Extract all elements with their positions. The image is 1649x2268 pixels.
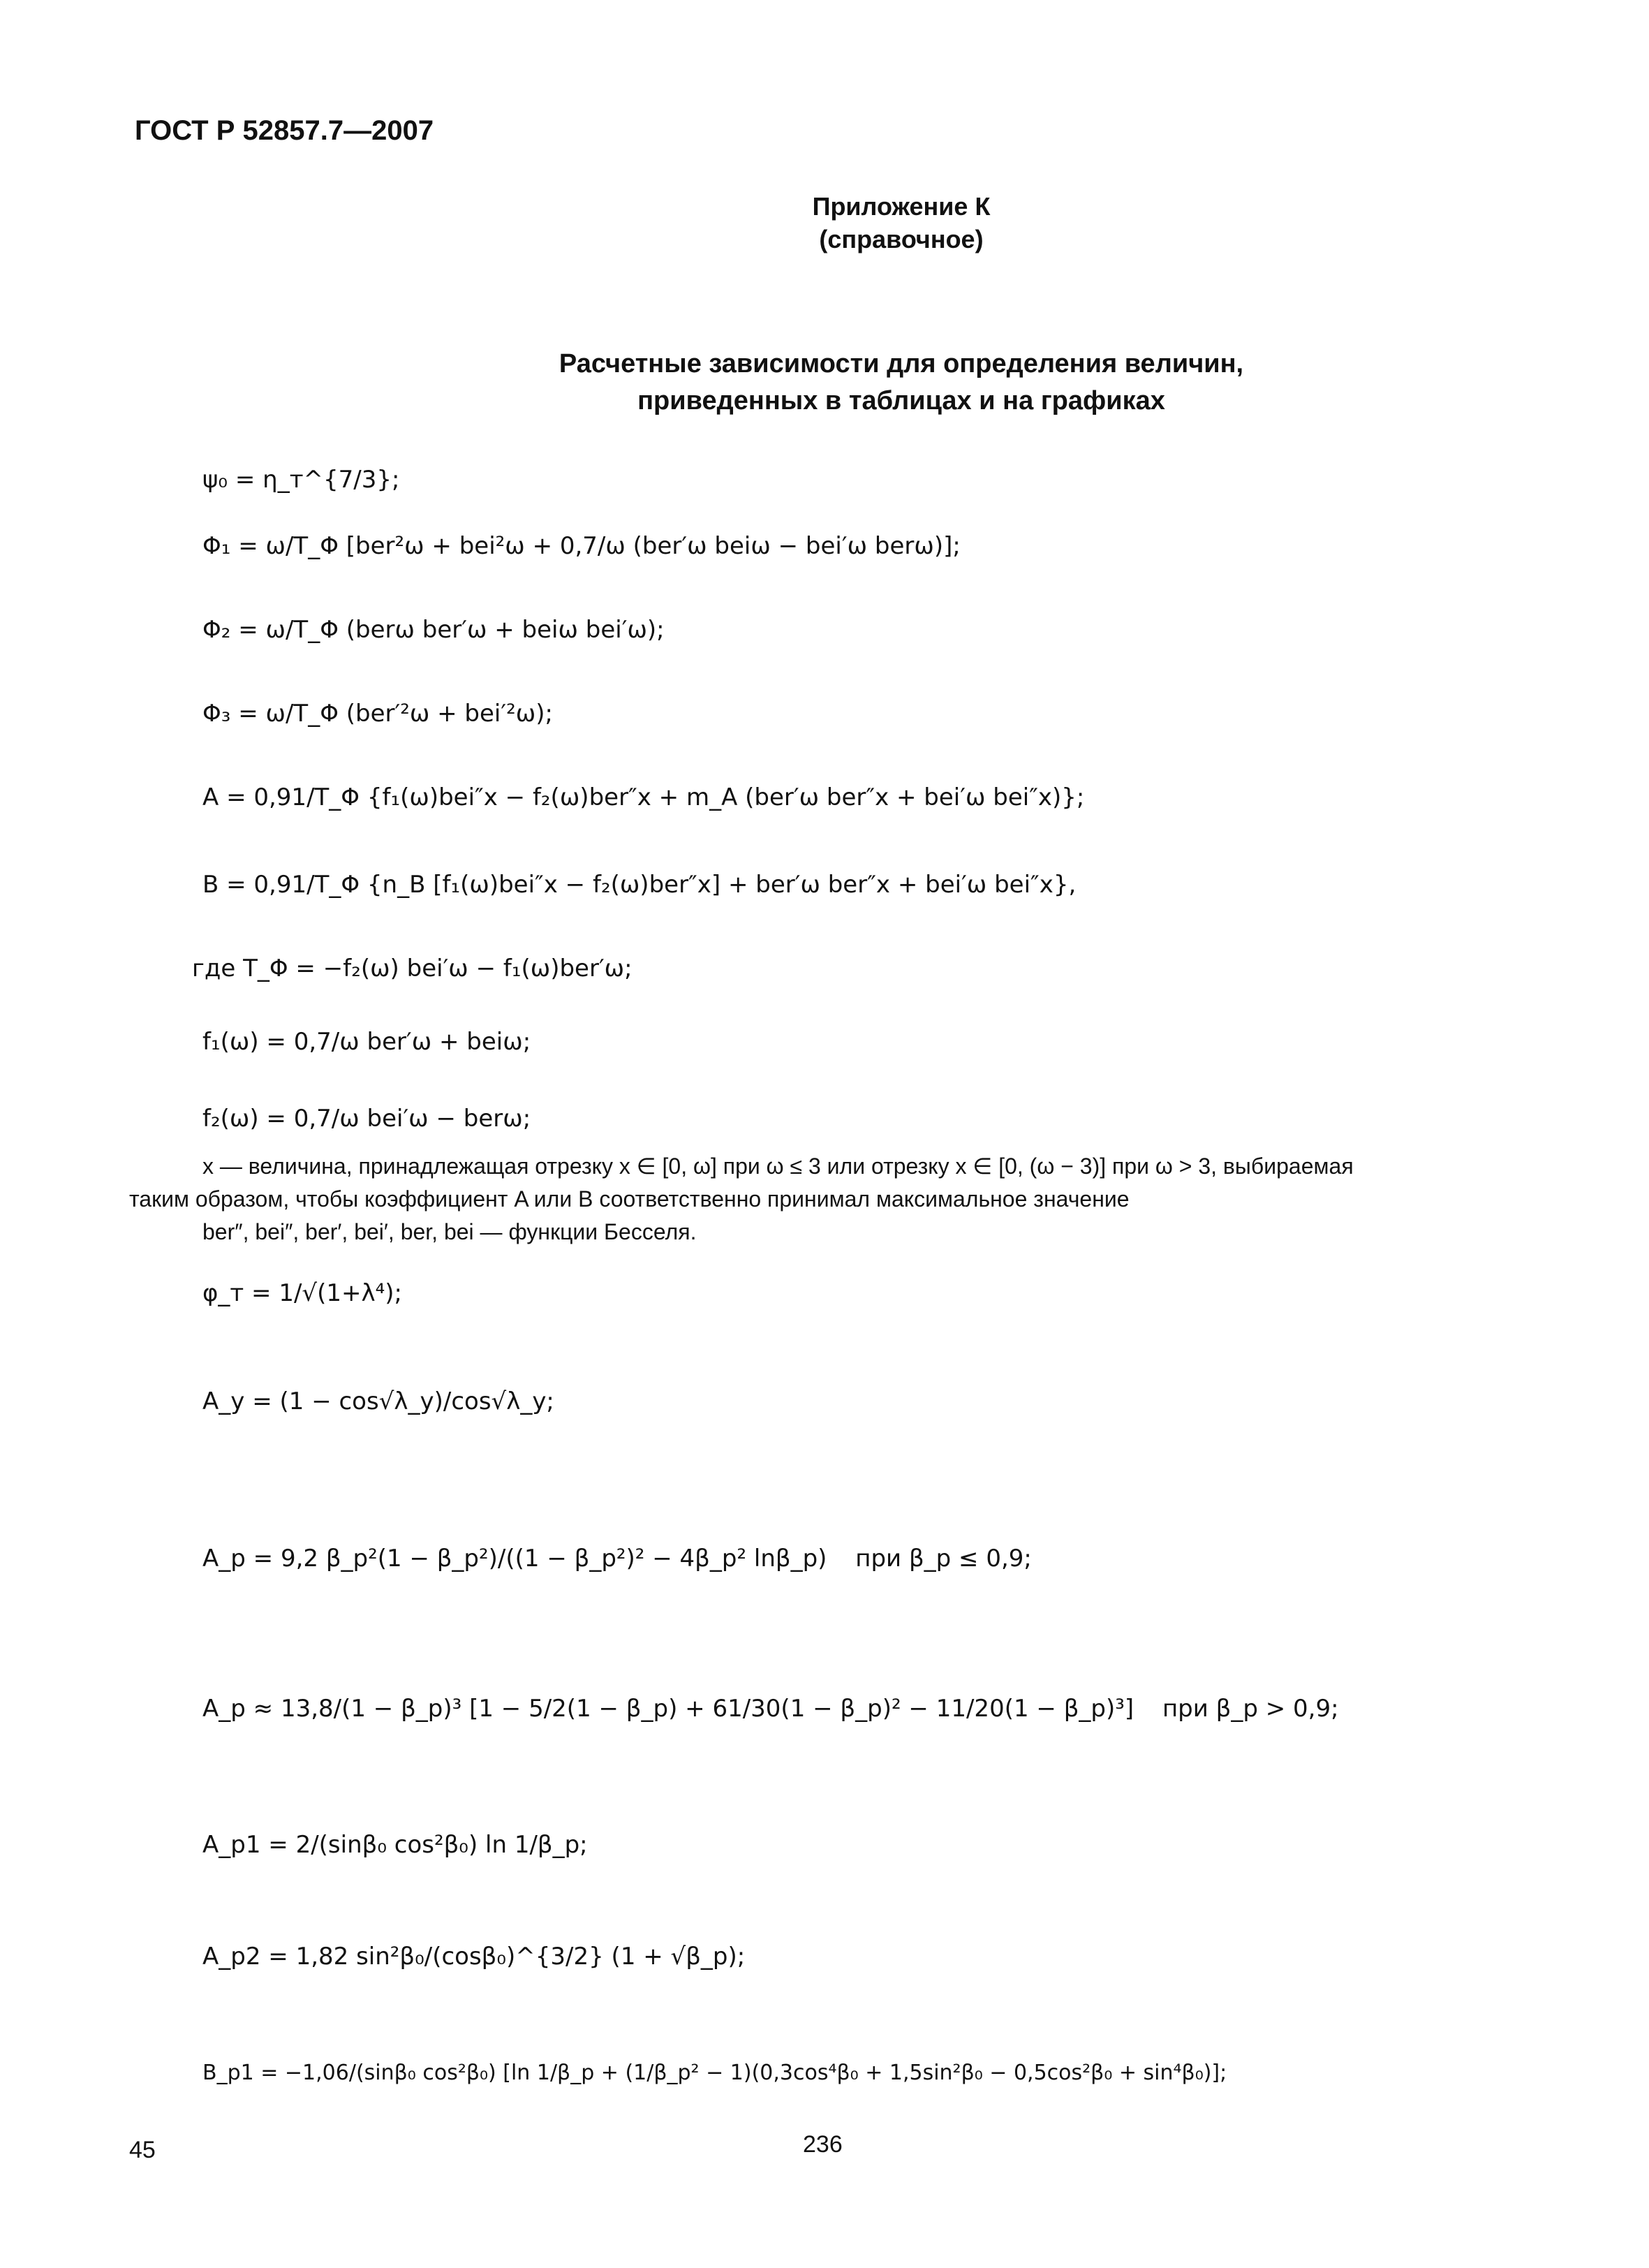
- equation-phi1: Φ₁ = ω/T_Φ [ber²ω + bei²ω + 0,7/ω (ber′ω beiω − bei′ω berω)];: [202, 531, 961, 560]
- bessel-functions-note: ber″, bei″, ber′, bei′, ber, bei — функции Бесселя.: [202, 1219, 697, 1244]
- equation-psi0: ψ₀ = η_т^{7/3};: [202, 465, 400, 494]
- equation-f1: f₁(ω) = 0,7/ω ber′ω + beiω;: [202, 1027, 531, 1056]
- condition-high: при β_p > 0,9;: [1162, 1694, 1339, 1723]
- standard-header: ГОСТ Р 52857.7—2007: [135, 115, 434, 146]
- condition-low: при β_p ≤ 0,9;: [855, 1544, 1032, 1573]
- section-title-line1: Расчетные зависимости для определения величин,: [559, 349, 1244, 378]
- equation-f2: f₂(ω) = 0,7/ω bei′ω − berω;: [202, 1104, 531, 1133]
- footer-left-number: 45: [129, 2137, 156, 2163]
- x-description-line2: таким образом, чтобы коэффициент A или B соответственно принимал максимальное значение: [129, 1186, 1130, 1212]
- equation-Ap1: A_p1 = 2/(sinβ₀ cos²β₀) ln 1/β_p;: [202, 1830, 588, 1859]
- equation-phi2: Φ₂ = ω/T_Φ (berω ber′ω + beiω bei′ω);: [202, 615, 665, 644]
- x-description-line1: x — величина, принадлежащая отрезку x ∈ [0, ω] при ω ≤ 3 или отрезку x ∈ [0, (ω − 3)] при ω > 3, выбираемая: [202, 1154, 1354, 1179]
- equation-phiT: φ_т = 1/√(1+λ⁴);: [202, 1279, 402, 1307]
- equation-Ay: A_y = (1 − cos√λ_y)/cos√λ_y;: [202, 1387, 554, 1415]
- appendix-kind: (справочное): [819, 225, 984, 253]
- equation-Ap-high: A_p ≈ 13,8/(1 − β_p)³ [1 − 5/2(1 − β_p) + 61/30(1 − β_p)² − 11/20(1 − β_p)³] при β_p > 0,9;: [202, 1694, 1339, 1723]
- appendix-label: Приложение К: [812, 192, 991, 221]
- equation-Bp1: B_p1 = −1,06/(sinβ₀ cos²β₀) [ln 1/β_p + (1/β_p² − 1)(0,3cos⁴β₀ + 1,5sin²β₀ − 0,5cos²β₀ + sin⁴β₀)];: [202, 2061, 1227, 2085]
- page-number: 236: [803, 2131, 843, 2158]
- equation-Ap2: A_p2 = 1,82 sin²β₀/(cosβ₀)^{3/2} (1 + √β_p);: [202, 1942, 746, 1971]
- equation-B: B = 0,91/T_Φ {n_B [f₁(ω)bei″x − f₂(ω)ber″x] + ber′ω ber″x + bei′ω bei″x},: [202, 870, 1077, 899]
- equation-TPhi: где T_Φ = −f₂(ω) bei′ω − f₁(ω)ber′ω;: [192, 954, 633, 982]
- equation-A: A = 0,91/T_Φ {f₁(ω)bei″x − f₂(ω)ber″x + m_A (ber′ω ber″x + bei′ω bei″x)};: [202, 783, 1085, 811]
- section-title-line2: приведенных в таблицах и на графиках: [637, 386, 1165, 415]
- equation-Ap-low: A_p = 9,2 β_p²(1 − β_p²)/((1 − β_p²)² − 4β_p² lnβ_p) при β_p ≤ 0,9;: [202, 1544, 1032, 1573]
- equation-phi3: Φ₃ = ω/T_Φ (ber′²ω + bei′²ω);: [202, 699, 553, 728]
